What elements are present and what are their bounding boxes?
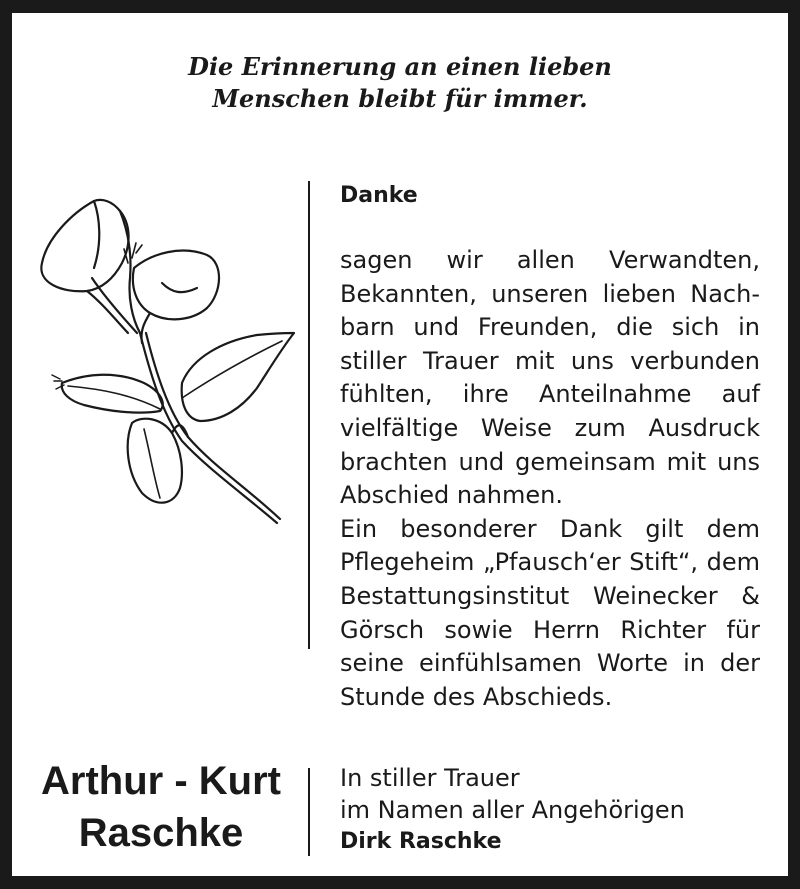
message-body [340, 244, 760, 714]
thanks-paragraph: sagen wir allen Verwandten, Bekannten, unseren lieben Nachbarn und Freunden, die sich in stiller Trauer mit uns verbunden fühlten, ihre Anteilnahme auf vielfältige Weise zum Ausdruck brachten und gemeinsam mit uns Abschied nahmen. [340, 246, 760, 510]
signer-name: Dirk Raschke [340, 829, 502, 854]
motto-line-1: Die Erinnerung an einen lieben [188, 52, 612, 81]
closing-signature [340, 762, 760, 858]
obituary-card [12, 13, 788, 876]
deceased-first-names: Arthur - Kurt [41, 759, 281, 803]
heading-danke: Danke [340, 183, 418, 208]
closing-line-2: im Namen aller Angehörigen [340, 796, 685, 824]
column-divider [308, 181, 310, 649]
special-thanks-paragraph: Ein besonderer Dank gilt dem Pflegeheim „Pfausch‘er Stift“, dem Bestattungsinstitut Weinecker & Görsch sowie Herrn Richter für seine einfühlsamen Worte in der Stunde des Abschieds. [340, 514, 760, 711]
motto-line-2: Menschen bleibt für immer. [212, 84, 588, 113]
deceased-name [12, 755, 310, 859]
calla-lily-icon [32, 183, 302, 528]
memorial-motto [12, 51, 788, 115]
closing-line-1: In stiller Trauer [340, 764, 520, 792]
message-column [340, 178, 760, 714]
deceased-surname: Raschke [78, 811, 244, 855]
